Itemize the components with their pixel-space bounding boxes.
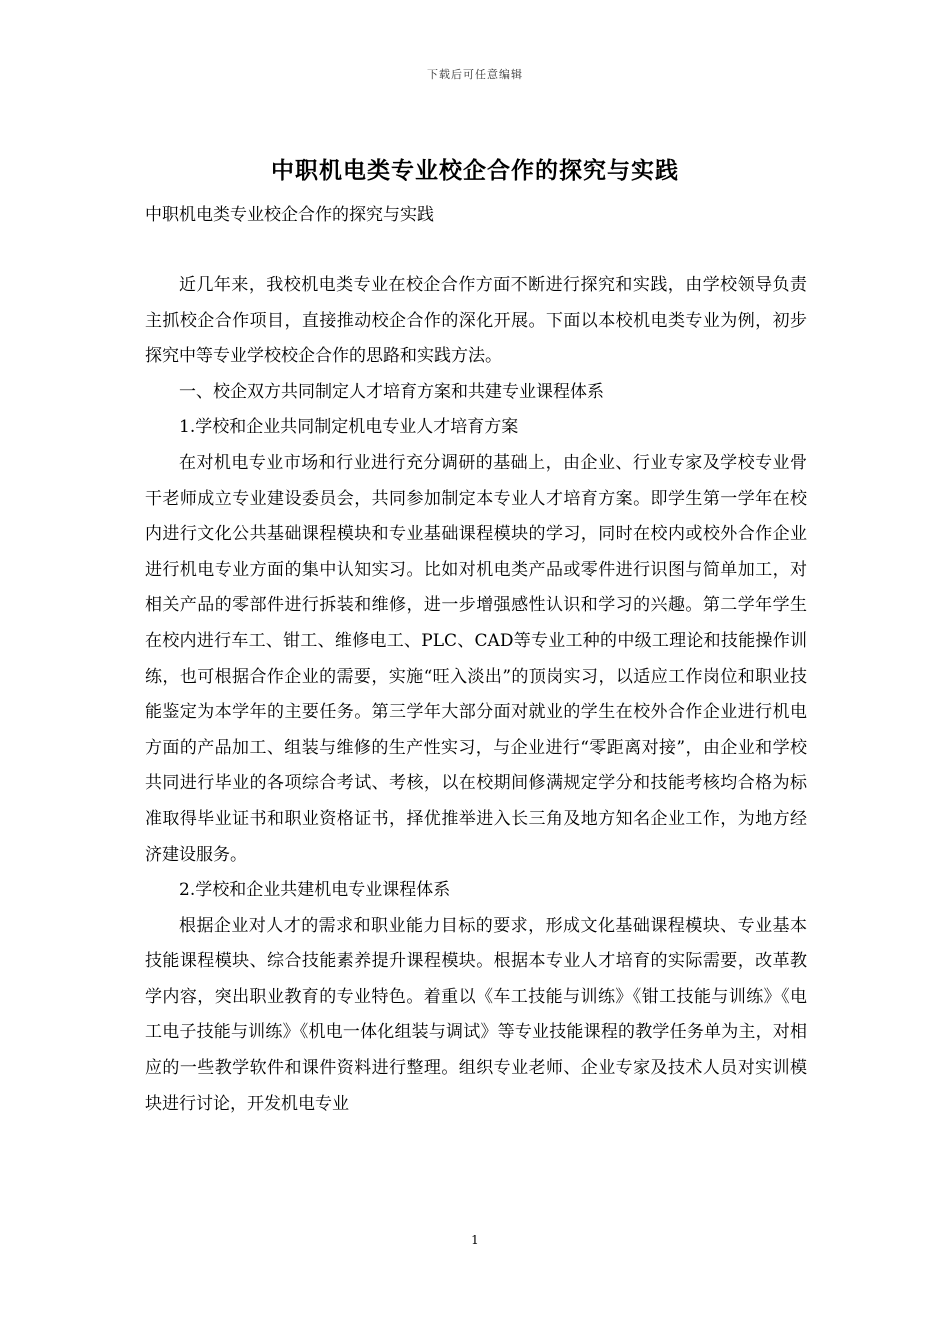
subsection-heading-1: 1.学校和企业共同制定机电专业人才培育方案 [179, 417, 519, 438]
page-number: 1 [471, 1233, 479, 1247]
header-note: 下载后可任意编辑 [427, 68, 523, 81]
document-body [145, 268, 807, 1122]
paragraph-curriculum: 根据企业对人才的需求和职业能力目标的要求，形成文化基础课程模块、专业基本技能课程模块、综合技能素养提升课程模块。根据本专业人才培育的实际需要，改革教学内容，突出职业教育的专业特色。着重以《车工技能与训练》《钳工技能与训练》《电工电子技能与训练》《机电一体化组装与调试》等专业技能课程的教学任务单为主，对相应的一些教学软件和课件资料进行整理。组织专业老师、企业专家及技术人员对实训模块进行讨论，开发机电专业 [145, 915, 807, 1114]
paragraph-intro: 近几年来，我校机电类专业在校企合作方面不断进行探究和实践，由学校领导负责主抓校企合作项目，直接推动校企合作的深化开展。下面以本校机电类专业为例，初步探究中等专业学校校企合作的思路和实践方法。 [145, 275, 807, 367]
document-subtitle: 中职机电类专业校企合作的探究与实践 [145, 205, 434, 225]
subsection-heading-2: 2.学校和企业共建机电专业课程体系 [179, 880, 451, 901]
section-heading-1: 一、校企双方共同制定人才培育方案和共建专业课程体系 [179, 381, 604, 402]
document-title: 中职机电类专业校企合作的探究与实践 [271, 157, 679, 184]
paragraph-training-plan: 在对机电专业市场和行业进行充分调研的基础上，由企业、行业专家及学校专业骨干老师成立专业建设委员会，共同参加制定本专业人才培育方案。即学生第一学年在校内进行文化公共基础课程模块和专业基础课程模块的学习，同时在校内或校外合作企业进行机电专业方面的集中认知实习。比如对机电类产品或零件进行识图与简单加工，对相关产品的零部件进行拆装和维修，进一步增强感性认识和学习的兴趣。第二学年学生在校内进行车工、钳工、维修电工、PLC、CAD等专业工种的中级工理论和技能操作训练，也可根据合作企业的需要，实施“旺入淡出”的顶岗实习，以适应工作岗位和职业技能鉴定为本学年的主要任务。第三学年大部分面对就业的学生在校外合作企业进行机电方面的产品加工、组装与维修的生产性实习，与企业进行“零距离对接”，由企业和学校共同进行毕业的各项综合考试、考核，以在校期间修满规定学分和技能考核均合格为标准取得毕业证书和职业资格证书，择优推举进入长三角及地方知名企业工作，为地方经济建设服务。 [145, 452, 807, 865]
